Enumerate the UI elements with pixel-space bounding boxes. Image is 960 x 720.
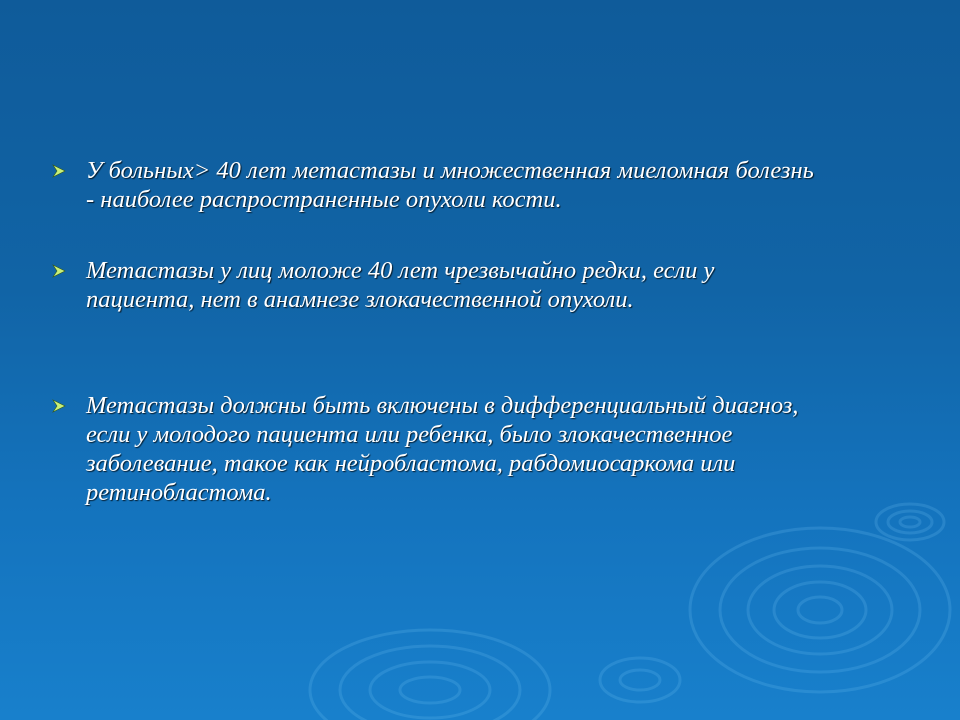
bullet-text [86,256,714,314]
arrowhead-bullet-icon [52,391,86,418]
bullet-item [52,256,912,314]
bullet-line: ретинобластома. [86,479,272,506]
bullet-line: - наиболее распространенные опухоли кости. [86,186,562,213]
bullet-line: У больных> 40 лет метастазы и множественная миеломная болезнь [86,157,814,184]
bullet-item [52,391,912,507]
bullet-line: Метастазы должны быть включены в дифференциальный диагноз, [86,392,799,419]
bullet-line: заболевание, такое как нейробластома, рабдомиосаркома или [86,450,736,477]
bullet-line: Метастазы у лиц моложе 40 лет чрезвычайно редки, если у [86,257,715,284]
bullet-text [86,391,798,507]
arrowhead-bullet-icon [52,156,86,183]
bullet-line: если у молодого пациента или ребенка, было злокачественное [86,421,733,448]
bullet-item [52,156,912,214]
bullet-text [86,156,814,214]
bullet-line: пациента, нет в анамнезе злокачественной опухоли. [86,286,634,313]
arrowhead-bullet-icon [52,256,86,283]
